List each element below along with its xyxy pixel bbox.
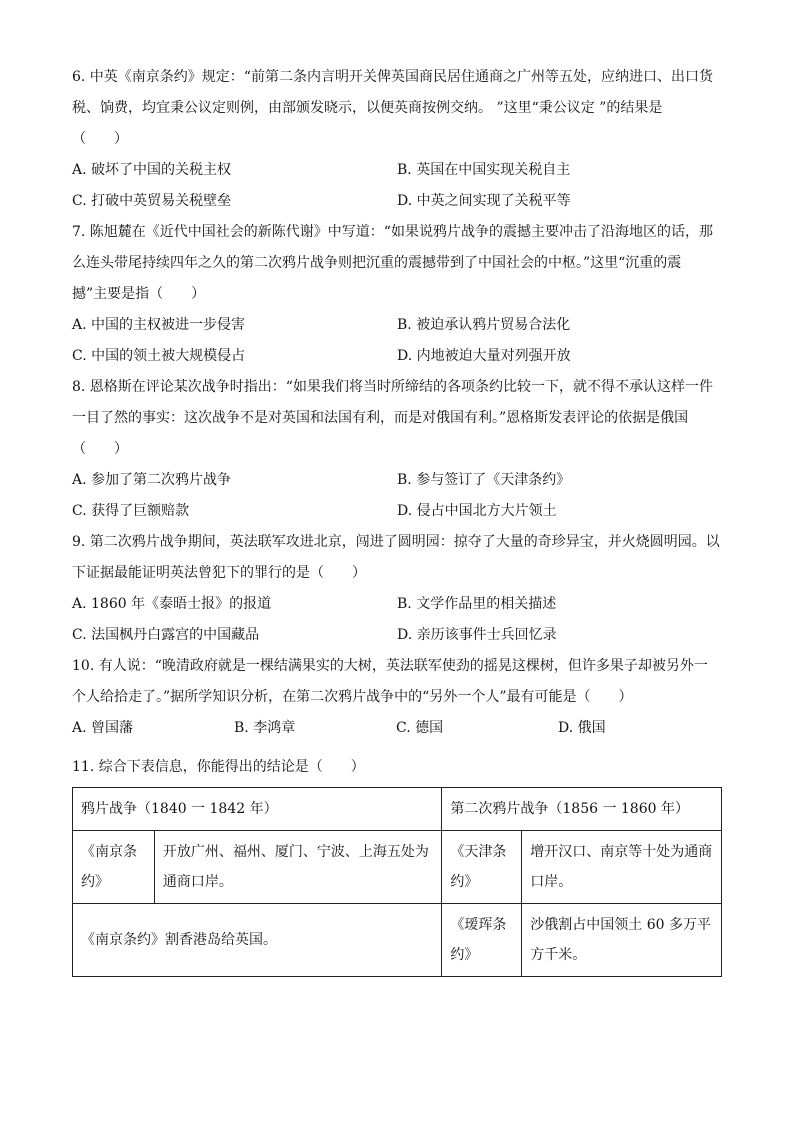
table-cell-treaty-content: 增开汉口、南京等十处为通商口岸。 [522,831,722,904]
question-7-option-a[interactable]: A. 中国的主权被进一步侵害 [72,317,246,333]
question-10-stem-line-2: 个人给拾走了。”据所学知识分析，在第二次鸦片战争中的“另外一个人”最有可能是（ ） [72,689,633,705]
question-10-stem-line-1: 10. 有人说：“晚清政府就是一棵结满果实的大树，英法联军使劲的摇晃这棵树，但许多果子却被另外一 [72,658,708,674]
question-11-stem-line-1: 11. 综合下表信息，你能得出的结论是（ ） [72,759,365,775]
question-6-option-c[interactable]: C. 打破中英贸易关税壁垒 [72,193,232,209]
question-6 [72,62,722,217]
question-8-option-b[interactable]: B. 参与签订了《天津条约》 [397,472,571,488]
question-10-option-d[interactable]: D. 俄国 [558,720,606,736]
question-10-options-row [72,713,722,744]
table-cell-treaty-name: 《瑷珲条约》 [442,904,522,977]
question-8-option-d[interactable]: D. 侵占中国北方大片领土 [397,503,557,519]
question-11 [72,752,722,977]
question-8 [72,372,722,527]
table-cell-treaty-content: 《南京条约》割香港岛给英国。 [73,904,442,977]
exam-page [72,62,722,977]
table-cell-treaty-content: 沙俄割占中国领土 60 多万平方千米。 [522,904,722,977]
question-8-option-a[interactable]: A. 参加了第二次鸦片战争 [72,472,232,488]
question-9-stem-line-1: 9. 第二次鸦片战争期间，英法联军攻进北京，闯进了圆明园：掠夺了大量的奇珍异宝，并火烧圆明园。以 [72,534,720,550]
question-9-stem-line-2: 下证据最能证明英法曾犯下的罪行的是（ ） [72,565,366,581]
question-7-option-d[interactable]: D. 内地被迫大量对列强开放 [397,348,571,364]
question-9 [72,527,722,651]
question-8-options-row-2 [72,496,722,527]
table-header-row [73,788,722,831]
question-6-stem-line-3: （ ） [72,131,128,147]
table-cell-treaty-name: 《南京条约》 [73,831,155,904]
question-8-options-row-1 [72,465,722,496]
question-6-options-row-1 [72,155,722,186]
question-10-option-c[interactable]: C. 德国 [396,720,444,736]
question-8-stem-line-2: 一目了然的事实：这次战争不是对英国和法国有利，而是对俄国有利。”恩格斯发表评论的依据是俄国 [72,410,689,426]
question-7 [72,217,722,372]
question-7-options-row-1 [72,310,722,341]
question-10-option-b[interactable]: B. 李鸿章 [234,720,296,736]
table-row [73,831,722,904]
question-7-stem-line-2: 么连头带尾持续四年之久的第二次鸦片战争则把沉重的震撼带到了中国社会的中枢。”这里“沉重的震 [72,255,682,271]
question-6-stem-line-1: 6. 中英《南京条约》规定：“前第二条内言明开关俾英国商民居住通商之广州等五处，应纳进口、出口货 [72,69,713,85]
question-6-option-b[interactable]: B. 英国在中国实现关税自主 [397,162,571,178]
table-header-opium-war: 鸦片战争（1840 一 1842 年） [73,788,442,831]
question-6-option-d[interactable]: D. 中英之间实现了关税平等 [397,193,571,209]
table-cell-treaty-name: 《天津条约》 [442,831,522,904]
question-9-option-c[interactable]: C. 法国枫丹白露宫的中国藏品 [72,627,260,643]
question-6-options-row-2 [72,186,722,217]
table-cell-treaty-content: 开放广州、福州、厦门、宁波、上海五处为通商口岸。 [154,831,441,904]
question-9-option-d[interactable]: D. 亲历该事件士兵回忆录 [397,627,557,643]
table-row [73,904,722,977]
question-8-option-c[interactable]: C. 获得了巨额赔款 [72,503,190,519]
spacer [72,744,722,752]
question-7-option-c[interactable]: C. 中国的领土被大规模侵占 [72,348,246,364]
question-7-stem-line-1: 7. 陈旭麓在《近代中国社会的新陈代谢》中写道：“如果说鸦片战争的震撼主要冲击了沿海地区的话，那 [72,224,713,240]
question-7-stem-line-3: 撼”主要是指（ ） [72,286,206,302]
question-10-option-a[interactable]: A. 曾国藩 [72,720,134,736]
question-7-option-b[interactable]: B. 被迫承认鸦片贸易合法化 [397,317,571,333]
question-9-options-row-2 [72,620,722,651]
question-8-stem-line-3: （ ） [72,441,128,457]
table-header-second-opium-war: 第二次鸦片战争（1856 一 1860 年） [442,788,722,831]
question-9-option-b[interactable]: B. 文学作品里的相关描述 [397,596,557,612]
question-8-stem-line-1: 8. 恩格斯在评论某次战争时指出：“如果我们将当时所缔结的各项条约比较一下，就不得不承认这样一件 [72,379,713,395]
question-6-option-a[interactable]: A. 破坏了中国的关税主权 [72,162,232,178]
question-10 [72,651,722,744]
question-6-stem-line-2: 税、饷费，均宜秉公议定则例，由部颁发晓示，以便英商按例交纳。 ”这里“秉公议定 ”的结果是 [72,100,663,116]
question-9-options-row-1 [72,589,722,620]
question-7-options-row-2 [72,341,722,372]
treaty-comparison-table [72,787,722,977]
question-9-option-a[interactable]: A. 1860 年《泰晤士报》的报道 [72,596,272,612]
